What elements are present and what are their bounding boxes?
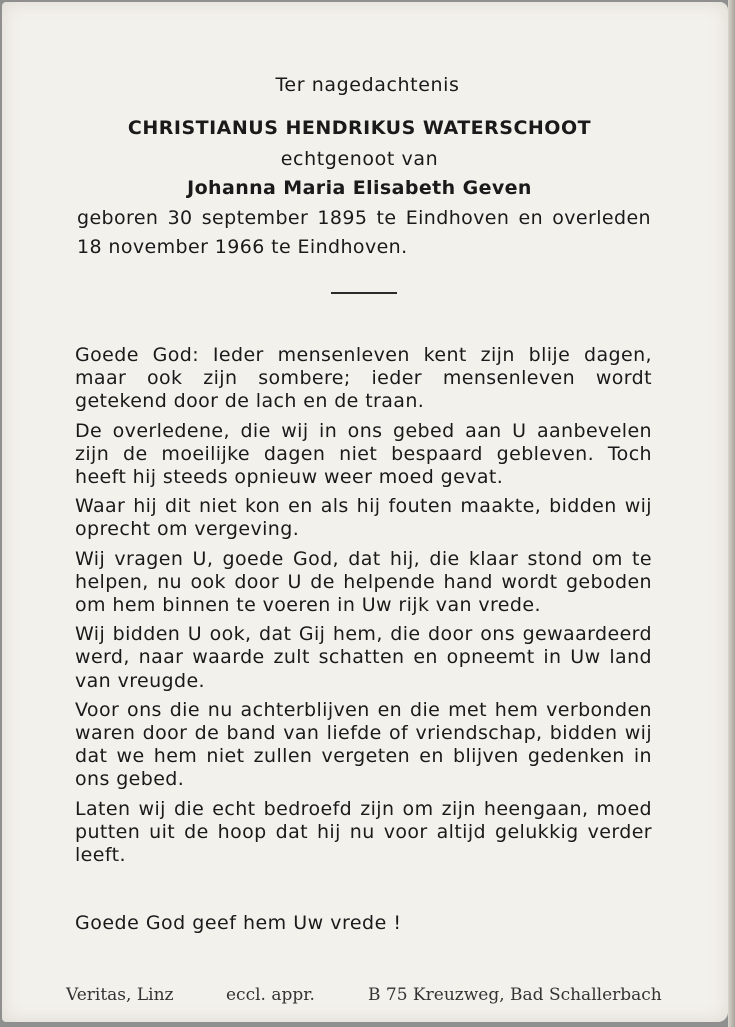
deceased-name: CHRISTIANUS HENDRIKUS WATERSCHOOT [127, 117, 592, 139]
spouse-name: Johanna Maria Elisabeth Geven [187, 177, 532, 199]
prayer-paragraph: Waar hij dit niet kon en als hij fouten maakte, bidden wij oprecht om vergeving. [75, 495, 652, 541]
prayer-text [75, 344, 652, 873]
intro-text: Ter nagedachtenis [275, 74, 460, 96]
prayer-paragraph: Wij bidden U ook, dat Gij hem, die door ons gewaardeerd werd, naar waarde zult schatten en opneemt in Uw land van vreugde. [75, 623, 652, 692]
publisher: Veritas, Linz [66, 985, 174, 1005]
approval-note: eccl. appr. [226, 985, 315, 1005]
prayer-paragraph: Wij vragen U, goede God, dat hij, die klaar stond om te helpen, nu ook door U de helpende hand wordt geboden om hem binnen te voeren in Uw rijk van vrede. [75, 547, 652, 617]
divider-line [331, 292, 397, 294]
closing-line: Goede God geef hem Uw vrede ! [75, 912, 402, 934]
life-dates: geboren 30 september 1895 te Eindhoven en overleden 18 november 1966 te Eindhoven. [77, 207, 651, 258]
prayer-paragraph: Voor ons die nu achterblijven en die met hem verbonden waren door de band van liefde of vriendschap, bidden wij dat we hem niet zullen vergeten en blijven gedenken in ons gebed. [75, 698, 652, 791]
reference-code: B 75 Kreuzweg, Bad Schallerbach [368, 985, 662, 1005]
prayer-paragraph: Laten wij die echt bedroefd zijn om zijn heengaan, moed putten uit de hoop dat hij nu voor altijd gelukkig verder leeft. [75, 797, 652, 867]
card-edge [728, 0, 735, 1027]
spouse-relation: echtgenoot van [280, 148, 439, 170]
prayer-paragraph: De overledene, die wij in ons gebed aan U aanbevelen zijn de moeilijke dagen niet bespaard gebleven. Toch heeft hij steeds opnieuw weer moed gevat. [75, 419, 652, 489]
prayer-paragraph: Goede God: Ieder mensenleven kent zijn blije dagen, maar ook zijn sombere; ieder mensenleven wordt getekend door de lach en de traan. [75, 344, 652, 413]
